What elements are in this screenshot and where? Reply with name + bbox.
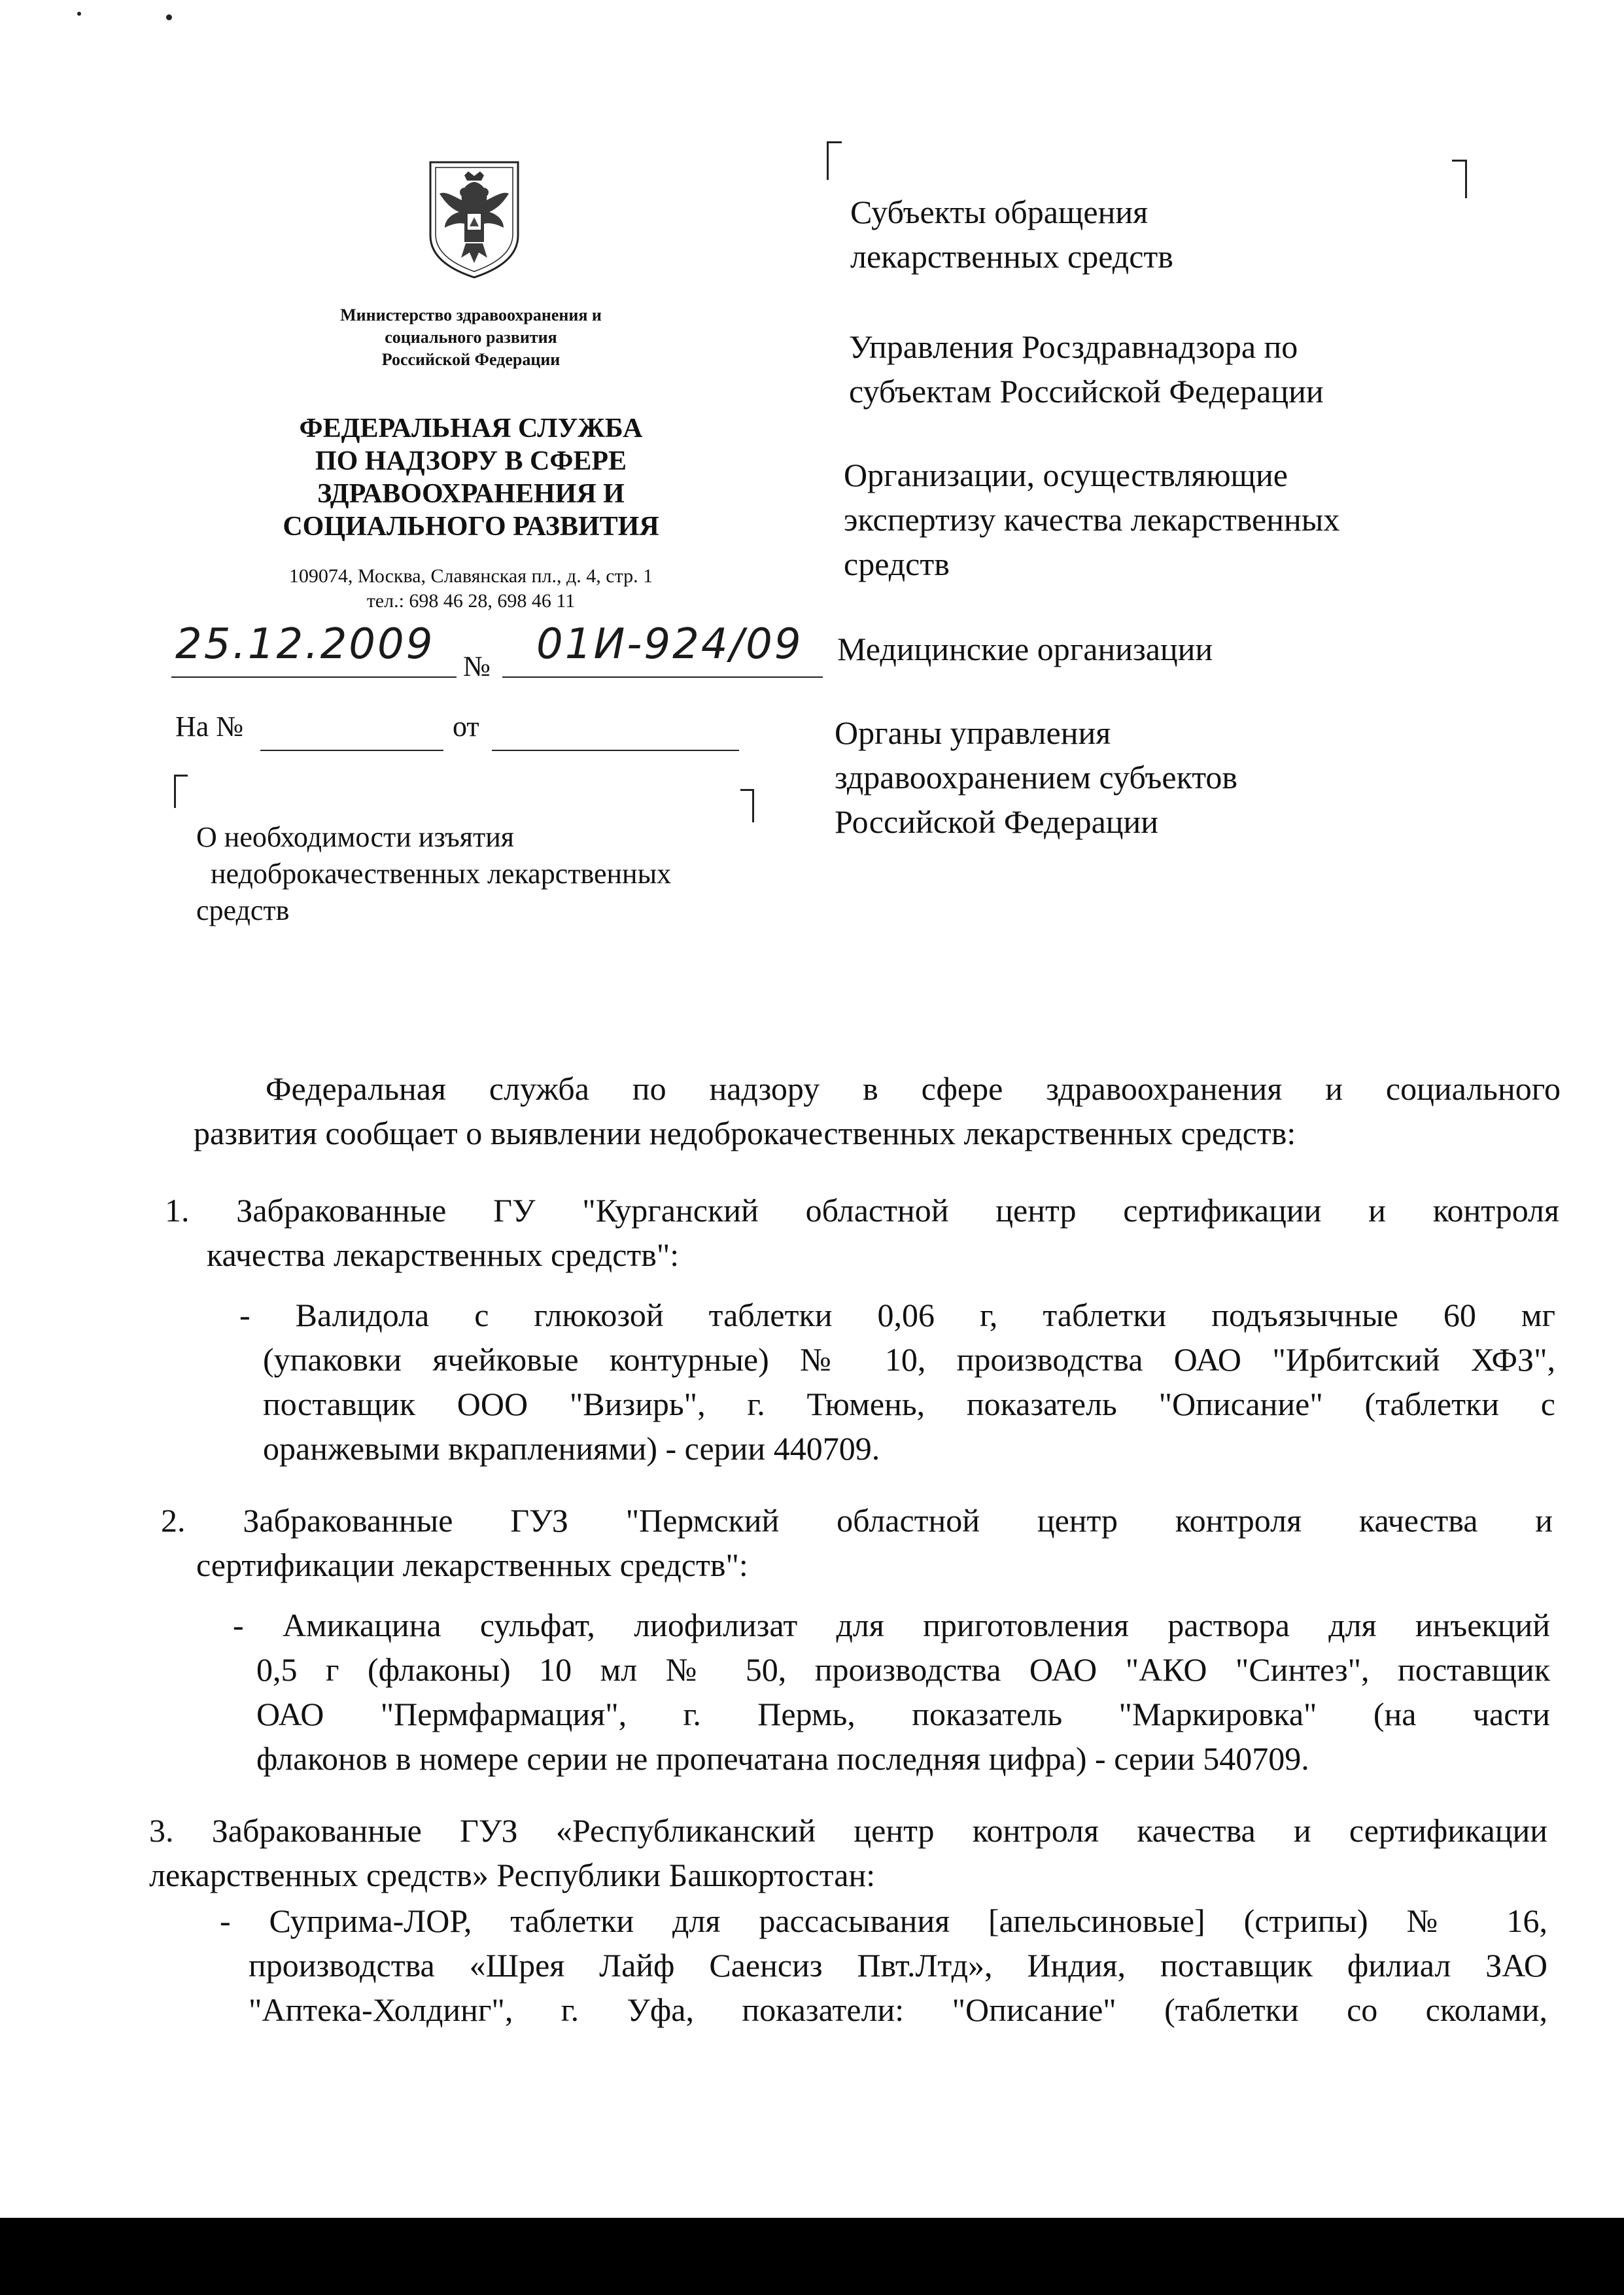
item-heading-line: 3. Забракованные ГУЗ «Республиканский центр контроля качества и сертификации [149, 1812, 1547, 1849]
item-heading [149, 1808, 1547, 1897]
scan-bottom-edge [0, 2218, 1624, 2295]
item-entry-line: "Аптека-Холдинг", г. Уфа, показатели: "Описание" (таблетки со сколами, [249, 1991, 1547, 2028]
subject-line: недоброкачественных лекарственных [211, 858, 672, 890]
recipient-block [849, 324, 1324, 413]
agency-line: СОЦИАЛЬНОГО РАЗВИТИЯ [283, 512, 659, 542]
recipient-line: средств [844, 546, 950, 582]
agency-line: ФЕДЕРАЛЬНАЯ СЛУЖБА [299, 413, 643, 444]
item-entry-line: производства «Шрея Лайф Саенсиз Пвт.Лтд», Индия, поставщик филиал ЗАО [249, 1947, 1547, 1984]
recipient-line: Управления Росздравнадзора по [849, 328, 1298, 365]
item-heading-line: 1. Забракованные ГУ "Курганский областной центр сертификации и контроля [165, 1192, 1559, 1229]
date-underline [171, 676, 457, 678]
agency-line: ЗДРАВООХРАНЕНИЯ И [317, 479, 625, 509]
from-label: от [453, 710, 479, 743]
from-underline [492, 750, 739, 751]
reply-to-underline [260, 750, 443, 751]
recipient-line: Субъекты обращения [850, 194, 1149, 230]
agency-name [249, 412, 693, 543]
recipient-line: лекарственных средств [850, 238, 1173, 275]
item-heading-line: 2. Забракованные ГУЗ "Пермский областной центр контроля качества и [161, 1502, 1553, 1539]
subject-bracket-right [740, 789, 754, 822]
recipient-line: Организации, осуществляющие [844, 457, 1288, 493]
handwritten-number: 01И-924/09 [536, 620, 803, 669]
handwritten-date: 25.12.2009 [175, 620, 435, 669]
item-heading-line: лекарственных средств» Республики Башкортостан: [149, 1857, 876, 1893]
intro-line: развития сообщает о выявлении недоброкачественных лекарственных средств: [194, 1115, 1296, 1151]
item-entry-line: (упаковки ячейковые контурные) № 10, производства ОАО "Ирбитский ХФЗ", [263, 1341, 1555, 1378]
number-sign: № [463, 650, 491, 682]
address-line: 109074, Москва, Славянская пл., д. 4, стр. 1 [288, 565, 653, 587]
intro-paragraph [194, 1066, 1561, 1155]
ministry-line: Российской Федерации [381, 350, 561, 369]
recipient-line: Медицинские организации [837, 631, 1213, 667]
item-entry-line: - Суприма-ЛОР, таблетки для рассасывания [апельсиновые] (стрипы) № 16, [220, 1902, 1547, 1939]
item-entry [239, 1293, 1555, 1471]
recipient-bracket-left [827, 141, 842, 180]
recipient-line: здравоохранением субъектов [835, 759, 1238, 796]
item-entry-line: 0,5 г (флаконы) 10 мл № 50, производства ОАО "АКО "Синтез", поставщик [256, 1651, 1550, 1688]
item-entry-line: поставщик ООО "Визирь", г. Тюмень, показатель "Описание" (таблетки с [263, 1386, 1555, 1422]
item-entry-line: ОАО "Пермфармация", г. Пермь, показатель "Маркировка" (на части [256, 1696, 1550, 1732]
agency-line: ПО НАДЗОРУ В СФЕРЕ [315, 446, 627, 476]
item-heading [161, 1498, 1553, 1587]
phone-line: тел.: 698 46 28, 698 46 11 [366, 590, 576, 612]
letter-subject [196, 819, 671, 929]
subject-line: О необходимости изъятия [196, 821, 514, 853]
ministry-line: социального развития [385, 328, 557, 347]
intro-line: Федеральная служба по надзору в сфере здравоохранения и социального [266, 1070, 1561, 1107]
ministry-line: Министерство здравоохранения и [340, 306, 602, 324]
recipient-block [837, 627, 1213, 671]
recipient-line: экспертизу качества лекарственных [844, 501, 1340, 538]
item-entry-line: оранжевыми вкраплениями) - серии 440709. [263, 1430, 880, 1467]
item-entry [220, 1899, 1547, 2032]
item-heading-line: качества лекарственных средств": [207, 1236, 680, 1273]
recipient-line: Российской Федерации [835, 803, 1159, 840]
ministry-name [275, 304, 667, 371]
recipient-block [850, 190, 1173, 279]
item-heading [165, 1188, 1559, 1277]
subject-line: средств [196, 894, 290, 926]
scan-speck [77, 12, 81, 16]
item-heading-line: сертификации лекарственных средств": [196, 1547, 748, 1583]
item-entry-line: - Валидола с глюкозой таблетки 0,06 г, таблетки подъязычные 60 мг [239, 1297, 1555, 1333]
recipient-line: субъектам Российской Федерации [849, 373, 1324, 410]
number-underline [502, 676, 823, 678]
recipient-block [835, 710, 1237, 844]
reply-to-label: На № [175, 710, 244, 743]
scan-speck [166, 14, 172, 20]
subject-bracket-left [174, 775, 188, 808]
recipient-bracket-right [1452, 160, 1467, 198]
coat-of-arms-emblem [425, 158, 523, 280]
recipient-block [844, 453, 1339, 586]
recipient-line: Органы управления [835, 714, 1111, 751]
item-entry-line: флаконов в номере серии не пропечатана последняя цифра) - серии 540709. [256, 1740, 1309, 1777]
agency-address [235, 564, 706, 614]
item-entry-line: - Амикацина сульфат, лиофилизат для приготовления раствора для инъекций [233, 1607, 1550, 1643]
item-entry [233, 1603, 1550, 1781]
